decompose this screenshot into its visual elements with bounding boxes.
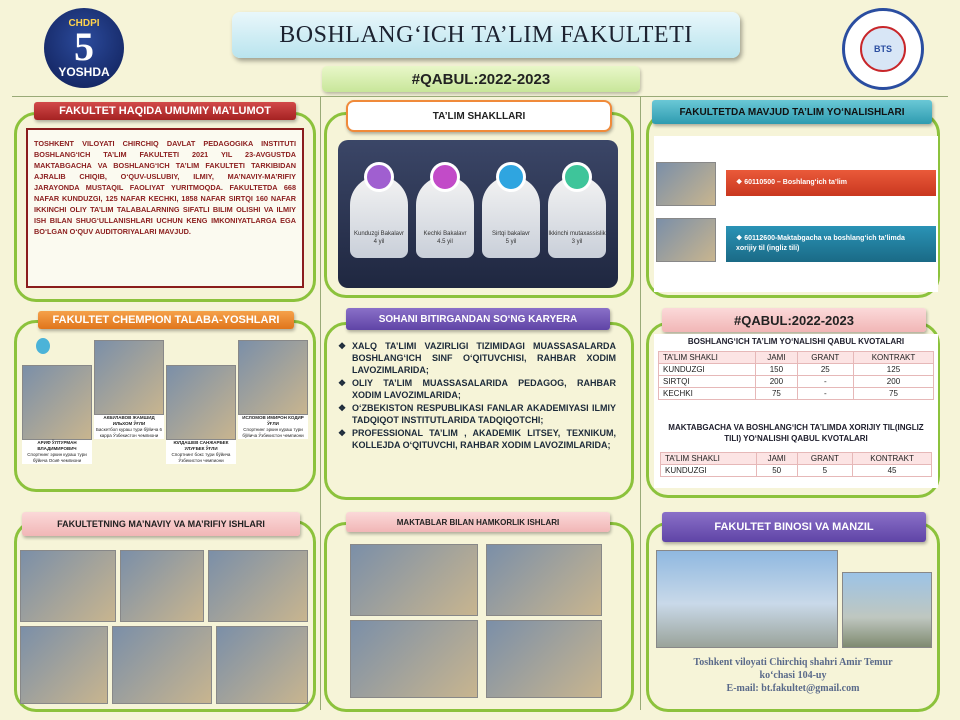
table-header-cell: GRANT (797, 352, 853, 364)
table-cell: 50 (756, 465, 797, 477)
spiritual-header: FAKULTETNING MA’NAVIY VA MA’RIFIY ISHLARI (22, 512, 300, 536)
student-caption: Спортнинг эркин кураш тури бўйича Ўзбекистон чемпиони (238, 427, 308, 439)
direction-item: ❖ 60112600-Maktabgacha va boshlang‘ich ta’limda xorijiy til (ingliz tili) (726, 226, 936, 262)
table-row (661, 465, 932, 477)
form-card (350, 176, 408, 258)
email-text: E-mail: bt.fakultet@gmail.com (726, 683, 860, 694)
direction-photo (656, 162, 716, 206)
table-cell: 75 (853, 388, 933, 400)
form-card-circle (430, 162, 460, 192)
form-card-circle (496, 162, 526, 192)
spiritual-photo (120, 550, 204, 622)
logo-yoshda-text: YOSHDA (58, 64, 110, 79)
quota-table2-title: MAKTABGACHA VA BOSHLANG‘ICH TA’LIMDA XORIJIY TIL(INGLIZ TILI) YO‘NALISHI QABUL KVOTALARI (668, 423, 924, 443)
page-title: BOSHLANG‘ICH TA’LIM FAKULTETI (232, 12, 740, 58)
form-card (482, 176, 540, 258)
table-cell: 5 (797, 465, 853, 477)
table-cell: 75 (756, 388, 797, 400)
student-caption: Спортнинг эркин кураш тури бўйича Осиё чемпиони (22, 452, 92, 464)
table-row (659, 376, 934, 388)
table-header-cell: JAMI (756, 352, 797, 364)
student-photo (94, 340, 164, 415)
form-name: Kunduzgi Bakalavr (353, 231, 405, 237)
student-photo (22, 365, 92, 440)
form-years: 4 yil (373, 239, 385, 245)
direction-item: ❖ 60110500 – Boshlang‘ich ta’lim (726, 170, 936, 196)
spiritual-photo (208, 550, 308, 622)
forms-panel (338, 140, 618, 288)
schools-photo (350, 620, 478, 698)
direction-photo (656, 218, 716, 262)
schools-photo (486, 620, 602, 698)
career-item: ❖ PROFESSIONAL TA’LIM , AKADEMIK LITSEY, TEXNIKUM, KOLLEJDA O‘QITUVCHI, RAHBAR XODIM LAVOZIMLARIDA; (338, 427, 616, 451)
logo-five-text: 5 (74, 23, 94, 69)
building-header: FAKULTET BINOSI VA MANZIL (662, 512, 926, 542)
table-cell: 125 (853, 364, 933, 376)
address-line: ko‘chasi 104-uy (759, 670, 827, 681)
table-cell: - (797, 376, 853, 388)
career-item: ❖ O‘ZBEKISTON RESPUBLIKASI FANLAR AKADEMIYASI ILMIY TADQIQOT INSTITUTLARIDA TADQIQOTCHI; (338, 402, 616, 426)
building-photo (842, 572, 932, 648)
column-divider (320, 96, 321, 710)
row-divider (12, 96, 948, 97)
champions-header: FAKULTET CHEMPION TALABA-YOSHLARI (38, 311, 294, 329)
student-photo (238, 340, 308, 415)
student-caption: Баскетбол кураш тури бўйича 6 карра Ўзбекистон чемпиони (95, 427, 163, 438)
spiritual-photo (112, 626, 212, 704)
career-list (338, 340, 616, 452)
spiritual-photo (216, 626, 308, 704)
form-card (416, 176, 474, 258)
table-header-cell: TA’LIM SHAKLI (661, 453, 757, 465)
career-header: SOHANI BITIRGANDAN SO‘NG KARYERA (346, 308, 610, 330)
emblem-center: BTS (860, 26, 906, 72)
quota-panel (654, 334, 938, 488)
admission-year-banner: #QABUL:2022-2023 (322, 66, 640, 92)
info-text: TOSHKENT VILOYATI CHIRCHIQ DAVLAT PEDAGOGIKA INSTITUTI BOSHLANG‘ICH TA’LIM FAKULTETI 2021 YIL 23-AVGUSTDA MAKTABGACHA VA BOSHLANG‘ICH TA’LIM FAKULTETI TARKIBIDAN AJRALIB CHIQIB, O‘QUV-USLUBIY, ILMIY, MA’NAVIY-MA’RIFIY JARAYONDA MUSTAQIL FAOLIYAT YURITMOQDA. FAKULTETDA 668 NAFAR KUNDUZGI, 125 NAFAR KECHKI, 1858 NAFAR SIRTQI 160 NAFAR IKKINCHI OLIY TA’LIM TALABALARNING SIFATLI BILIM OLISHI VA ILMIY ISH BILAN SHUG‘ULLANISHLARI UCHUN KENG IMKONIYATLARGA EGA BO‘LGAN O‘QUV AUDITORIYALARI MAVJUD. (26, 128, 304, 288)
schools-photo (486, 544, 602, 616)
champion-logo-icon (36, 338, 50, 354)
form-card-circle (364, 162, 394, 192)
career-item: ❖ XALQ TA’LIMI VAZIRLIGI TIZIMIDAGI MUASSASALARDA BOSHLANG‘ICH SINF O‘QITUVCHISI, RAHBAR XODIM LAVOZIMLARIDA; (338, 340, 616, 376)
quota-table1-title: BOSHLANG‘ICH TA’LIM YO‘NALISHI QABUL KVOTALARI (687, 337, 905, 346)
table-cell: 45 (853, 465, 932, 477)
schools-header: MAKTABLAR BILAN HAMKORLIK ISHLARI (346, 512, 610, 532)
chdpi-logo (44, 8, 124, 88)
table-cell: 25 (797, 364, 853, 376)
student-card (22, 365, 92, 485)
directions-header: FAKULTETDA MAVJUD TA’LIM YO‘NALISHLARI (652, 100, 932, 124)
table-header-cell: KONTRAKT (853, 352, 933, 364)
student-photo (166, 365, 236, 440)
form-name: Sirtqi bakalavr (491, 231, 530, 237)
table-row (659, 364, 934, 376)
table-cell: 150 (756, 364, 797, 376)
student-name: ИСЛОМОВ ИМИРОН КОДИР ЎҒЛИ (238, 415, 308, 427)
column-divider (640, 96, 641, 710)
quota-table-2 (660, 452, 932, 477)
table-header-cell: GRANT (797, 453, 853, 465)
spiritual-photo (20, 550, 116, 622)
forms-header: TA’LIM SHAKLLARI (346, 100, 612, 132)
table-cell: - (797, 388, 853, 400)
quota-table-1 (658, 351, 934, 400)
student-card (238, 340, 308, 460)
form-years: 5 yil (505, 239, 517, 245)
info-header: FAKULTET HAQIDA UMUMIY MA’LUMOT (34, 102, 296, 120)
student-name: ЮЛДАШЕВ САНЖАРБЕК УЛУҒБЕК ЎҒЛИ (166, 440, 236, 452)
career-item: ❖ OLIY TA’LIM MUASSASALARIDA PEDAGOG, RAHBAR XODIM LAVOZIMLARIDA; (338, 377, 616, 401)
directions-panel (654, 136, 938, 292)
table-cell: KUNDUZGI (659, 364, 756, 376)
table-cell: SIRTQI (659, 376, 756, 388)
logo-chdpi-text: CHDPI (68, 17, 100, 29)
schools-photo (350, 544, 478, 616)
form-name: Kechki Bakalavr (423, 231, 467, 237)
spiritual-photo (20, 626, 108, 704)
student-card (166, 365, 236, 485)
quota-header: #QABUL:2022-2023 (662, 308, 926, 332)
student-card (94, 340, 164, 460)
table-cell: 200 (756, 376, 797, 388)
student-name: АРИФ ЎЛТУРМАН ВЛАДИМИРОВИЧ (22, 440, 92, 452)
building-photo (656, 550, 838, 648)
address-line: Toshkent viloyati Chirchiq shahri Amir Temur (693, 657, 893, 668)
table-cell: KECHKI (659, 388, 756, 400)
table-header-cell: KONTRAKT (853, 453, 932, 465)
table-header-cell: JAMI (756, 453, 797, 465)
form-name: Ikkinchi mutaxassislik (548, 231, 606, 237)
form-years: 4.5 yil (437, 239, 453, 245)
table-cell: KUNDUZGI (661, 465, 757, 477)
faculty-emblem-logo (842, 8, 924, 90)
student-name: АКБУЛАВОВ ЖАМШИД ИЛЬХОМ ЎҒЛИ (94, 415, 164, 427)
form-card (548, 176, 606, 258)
table-row (659, 388, 934, 400)
table-header-cell: TA’LIM SHAKLI (659, 352, 756, 364)
table-cell: 200 (853, 376, 933, 388)
student-caption: Спортнинг бокс тури бўйича Ўзбекистон чемпиони (166, 452, 236, 464)
form-years: 3 yil (571, 239, 583, 245)
form-card-circle (562, 162, 592, 192)
